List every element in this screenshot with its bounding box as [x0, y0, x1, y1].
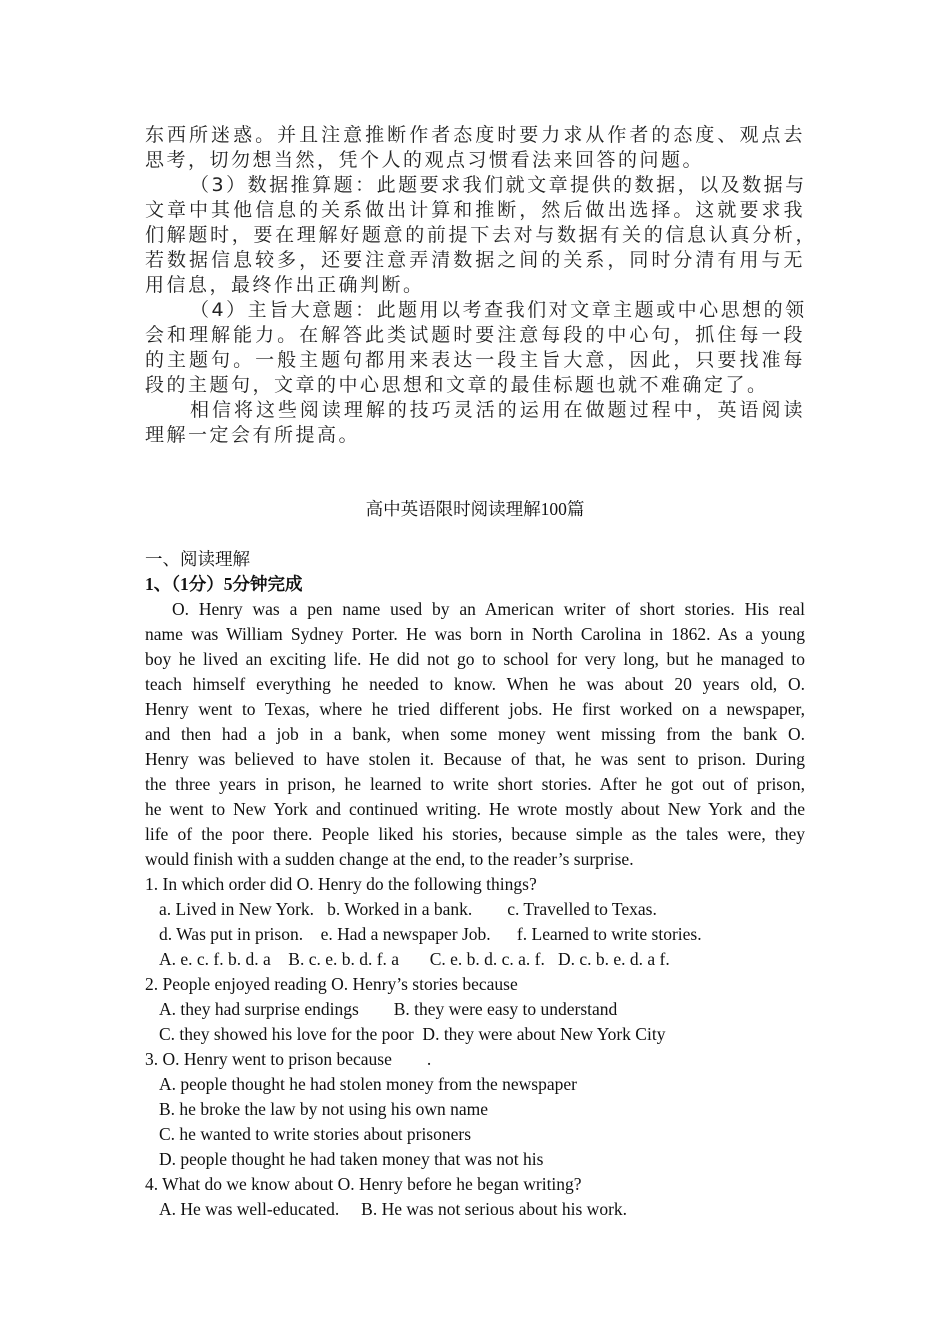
question-option-line: D. people thought he had taken money that was not his	[159, 1149, 544, 1169]
intro-line: 文章中其他信息的关系做出计算和推断，然后做出选择。这就要求我	[145, 199, 805, 221]
question-option-line: A. e. c. f. b. d. a B. c. e. b. d. f. a C. e. b. d. c. a. f. D. c. b. e. d. a f.	[159, 949, 670, 969]
question-header: 1、（1分）5分钟完成	[145, 574, 303, 594]
intro-line: 们解题时，要在理解好题意的前提下去对与数据有关的信息认真分析，	[145, 224, 817, 246]
intro-line: 会和理解能力。在解答此类试题时要注意每段的中心句，抓住每一段	[145, 324, 805, 346]
intro-line: （4）主旨大意题：此题用以考查我们对文章主题或中心思想的领	[190, 299, 807, 321]
intro-line: 东西所迷惑。并且注意推断作者态度时要力求从作者的态度、观点去	[145, 124, 805, 146]
question-option-line: B. he broke the law by not using his own name	[159, 1099, 489, 1119]
passage-line: and then had a job in a bank, when some money went missing from the bank O.	[145, 724, 805, 744]
passage-line: Henry went to Texas, where he tried different jobs. He first worked on a newspaper,	[145, 699, 805, 719]
passage-line: Henry was believed to have stolen it. Because of that, he was sent to prison. During	[145, 749, 805, 769]
intro-line: 的主题句。一般主题句都用来表达一段主旨大意，因此，只要找准每	[145, 349, 805, 371]
passage-line: teach himself everything he needed to know. When he was about 20 years old, O.	[145, 674, 805, 694]
question-option-line: C. they showed his love for the poor D. they were about New York City	[159, 1024, 666, 1044]
passage-line: life of the poor there. People liked his stories, because simple as the tales were, they	[145, 824, 805, 844]
question-option-line: A. they had surprise endings B. they were easy to understand	[159, 999, 618, 1019]
intro-line: （3）数据推算题：此题要求我们就文章提供的数据，以及数据与	[190, 174, 807, 196]
question-option-line: A. people thought he had stolen money from the newspaper	[159, 1074, 577, 1094]
intro-line: 理解一定会有所提高。	[145, 424, 361, 446]
intro-line: 思考，切勿想当然，凭个人的观点习惯看法来回答的问题。	[145, 149, 705, 171]
question-option-line: a. Lived in New York. b. Worked in a bank. c. Travelled to Texas.	[159, 899, 657, 919]
passage-line: O. Henry was a pen name used by an American writer of short stories. His real	[172, 599, 805, 619]
document-title: 高中英语限时阅读理解100篇	[365, 499, 585, 519]
intro-line: 段的主题句，文章的中心思想和文章的最佳标题也就不难确定了。	[145, 374, 769, 396]
question-option-line: A. He was well-educated. B. He was not serious about his work.	[159, 1199, 628, 1219]
passage-line: the three years in prison, he learned to write short stories. After he got out of prison,	[145, 774, 805, 794]
section-heading: 一、阅读理解	[145, 549, 250, 569]
question-stem: 1. In which order did O. Henry do the following things?	[145, 874, 537, 894]
question-stem: 4. What do we know about O. Henry before he began writing?	[145, 1174, 582, 1194]
question-option-line: d. Was put in prison. e. Had a newspaper Job. f. Learned to write stories.	[159, 924, 702, 944]
passage-line: boy he lived an exciting life. He did not go to school for very long, but he managed to	[145, 649, 805, 669]
passage-line: he went to New York and continued writing. He wrote mostly about New York and the	[145, 799, 805, 819]
intro-line: 若数据信息较多，还要注意弄清数据之间的关系，同时分清有用与无	[145, 249, 805, 271]
question-stem: 3. O. Henry went to prison because .	[145, 1049, 432, 1069]
intro-line: 相信将这些阅读理解的技巧灵活的运用在做题过程中，英语阅读	[190, 399, 805, 421]
intro-line: 用信息，最终作出正确判断。	[145, 274, 425, 296]
question-option-line: C. he wanted to write stories about prisoners	[159, 1124, 472, 1144]
question-stem: 2. People enjoyed reading O. Henry’s stories because	[145, 974, 518, 994]
passage-line: would finish with a sudden change at the end, to the reader’s surprise.	[145, 849, 634, 869]
passage-line: name was William Sydney Porter. He was born in North Carolina in 1862. As a young	[145, 624, 805, 644]
